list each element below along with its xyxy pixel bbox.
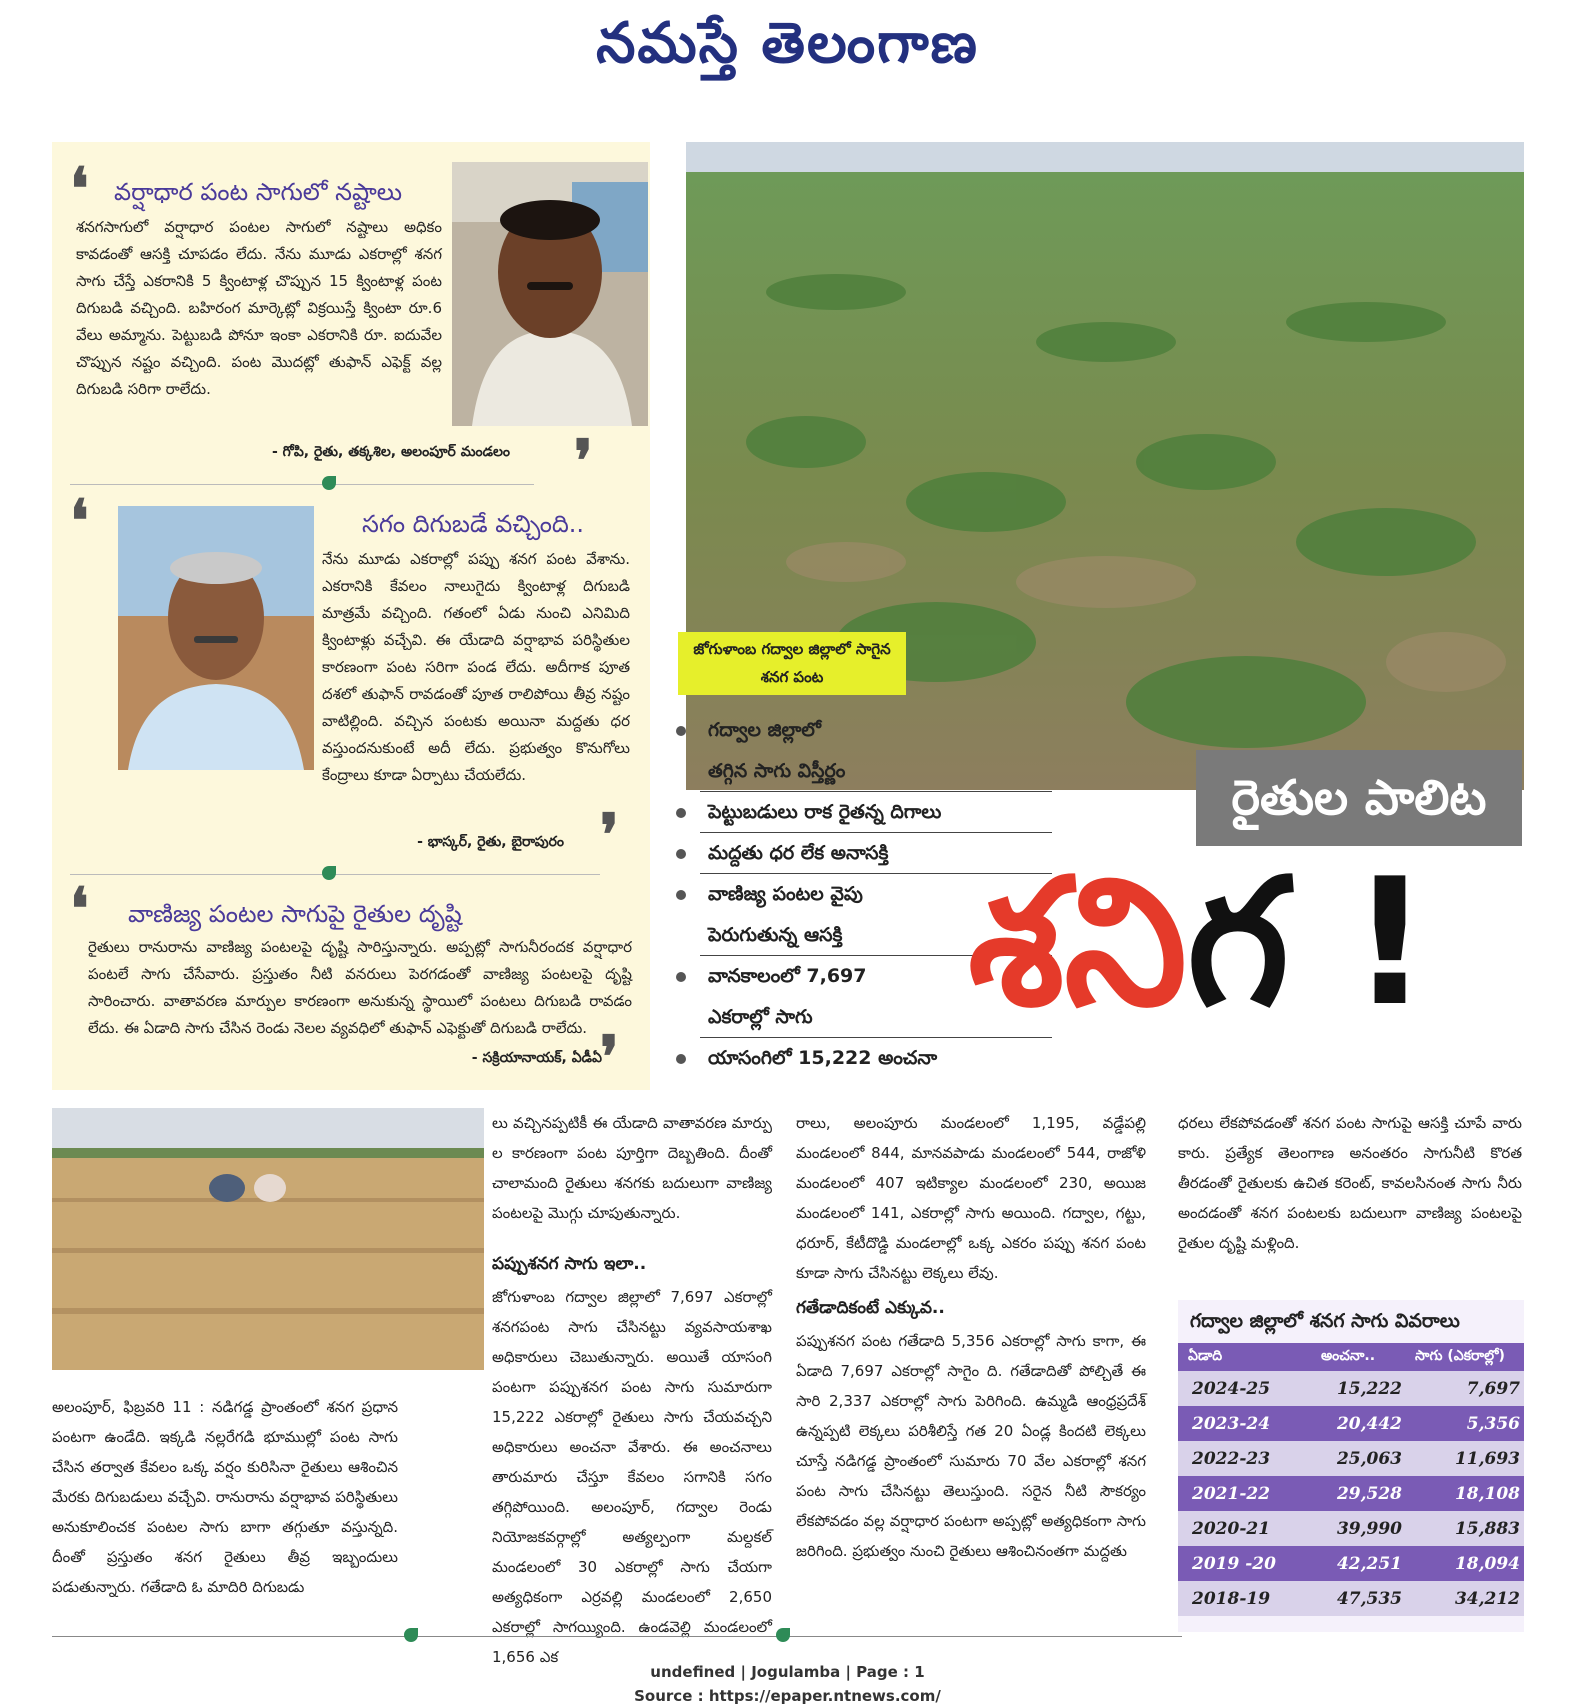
- subheading: పప్పుశనగ సాగు ఇలా..: [492, 1254, 647, 1274]
- list-item: పెరుగుతున్న ఆసక్తి: [672, 915, 1052, 956]
- list-item: తగ్గిన సాగు విస్తీర్ణం: [672, 751, 1052, 792]
- quote2-body: నేను మూడు ఎకరాల్లో పప్పు శనగ పంట వేశాను. ఎకరానికి కేవలం నాలుగైదు క్వింటాళ్ల దిగుబడి మాత్రమే వచ్చింది. గతంలో ఏడు నుంచి ఎనిమిది క్వింటాళ్లు వచ్చేవి. ఈ యేడాది వర్షాభావ పరిస్థితుల కారణంగా పంట సరిగా పండ లేదు. అదీగాక పూత దశలో తుఫాన్ రావడంతో పూత రాలిపోయి తీవ్ర నష్టం వాటిల్లింది. వచ్చిన పంటకు అయినా మద్దతు ధర వస్తుందనుకుంటే అదీ లేదు. ప్రభుత్వం కొనుగోలు కేంద్రాలు కూడా ఏర్పాటు చేయలేదు.: [322, 550, 630, 784]
- table-title: గద్వాల జిల్లాలో శనగ సాగు వివరాలు: [1190, 1310, 1460, 1332]
- table-row: 2018-19 47,535 34,212: [1178, 1581, 1524, 1616]
- open-quote-icon: ❛: [70, 875, 89, 943]
- leaf-icon: [322, 476, 336, 490]
- close-quote-icon: ❜: [600, 1023, 619, 1091]
- headline-red: శని: [968, 842, 1188, 1045]
- table-row: 2019 -20 42,251 18,094: [1178, 1546, 1524, 1581]
- quote3-heading: వాణిజ్య పంటల సాగుపై రైతుల దృష్టి: [128, 900, 462, 928]
- list-item: గద్వాల జిల్లాలో: [672, 710, 1052, 751]
- quote2-heading: సగం దిగుబడే వచ్చింది..: [362, 510, 585, 538]
- open-quote-icon: ❛: [70, 155, 89, 223]
- quote3-body: రైతులు రానురాను వాణిజ్య పంటలపై దృష్టి సారిస్తున్నారు. అప్పట్లో సాగునీరందక వర్షాధార పంటలే సాగు చేసేవారు. ప్రస్తుతం నీటి వనరులు పెరగడంతో వాణిజ్య పంటలపై దృష్టి సారించారు. వాతావరణ మార్పుల కారణంగా అనుకున్న స్థాయిలో పంటలు దిగుబడి రావడం లేదు. ఈ ఏడాది సాగు చేసిన రెండు నెలల వ్యవధిలో తుఫాన్ ఎఫెక్టుతో దిగుబడి రాలేదు.: [88, 938, 632, 1037]
- farmer2-photo: [118, 506, 314, 770]
- headline-black: గ !: [1187, 842, 1430, 1045]
- photo-caption: జోగుళాంబ గద్వాల జిల్లాలో సాగైన శనగ పంట: [678, 632, 906, 695]
- page-footer: [0, 1660, 1575, 1708]
- headline-sub: రైతుల పాలిట: [1196, 750, 1522, 846]
- quote3-attribution: - సక్రియానాయక్, ఏడీఏ: [471, 1050, 602, 1066]
- headline-main: [968, 842, 1430, 1045]
- masthead: నమస్తే తెలంగాణ: [596, 10, 979, 76]
- list-item: మద్దతు ధర లేక అనాసక్తి: [672, 833, 1052, 874]
- quote1-heading: వర్షాధార పంట సాగులో నష్టాలు: [114, 178, 403, 206]
- list-item: పెట్టుబడులు రాక రైతన్న దిగాలు: [672, 792, 1052, 833]
- table-header: ఏడాది అంచనా.. సాగు (ఎకరాల్లో): [1178, 1343, 1524, 1371]
- table-row: 2024-25 15,222 7,697: [1178, 1371, 1524, 1406]
- article-col2b: జోగుళాంబ గద్వాల జిల్లాలో 7,697 ఎకరాల్లో శనగపంట సాగు చేసినట్టు వ్యవసాయశాఖ అధికారులు చెబుతున్నారు. అయితే యాసంగి పంటగా పప్పుశనగ పంట సాగు సుమారుగా 15,222 ఎకరాల్లో రైతులు సాగు చేయవచ్చని అధికారులు అంచనా వేశారు. ఈ అంచనాలు తారుమారు చేస్తూ కేవలం సగానికి సగం తగ్గిపోయింది. అలంపూర్, గద్వాల రెండు నియోజకవర్గాల్లో అత్యల్పంగా మల్దకల్ మండలంలో 30 ఎకరాల్లో సాగు చేయగా అత్యధికంగా ఎర్రవల్లి మండలంలో 2,650 ఎకరాల్లో సాగయ్యింది. ఉండవెల్లి మండలంలో 1,656 ఎక: [492, 1288, 772, 1666]
- cultivation-table: [1178, 1300, 1524, 1632]
- leaf-icon: [322, 866, 336, 880]
- article-col2a: లు వచ్చినప్పటికీ ఈ యేడాది వాతావరణ మార్పు ల కారణంగా పంట పూర్తిగా దెబ్బతింది. దీంతో చాలామంది రైతులు శనగకు బదులుగా వాణిజ్య పంటలపై మొగ్గు చూపుతున్నారు.: [492, 1114, 772, 1222]
- article-col3b: పప్పుశనగ పంట గతేడాది 5,356 ఎకరాల్లో సాగు కాగా, ఈ ఏడాది 7,697 ఎకరాల్లో సాగైం ది. గతేడాదితో పోల్చితే ఈ సారి 2,337 ఎకరాల్లో సాగు పెరిగింది. ఉమ్మడి ఆంధ్రప్రదేశ్ ఉన్నప్పటి లెక్కలు పరిశీలిస్తే గత 20 ఏండ్ల కిందటి లెక్కలు చూస్తే నడిగడ్డ ప్రాంతంలో సుమారు 70 వేల ఎకరాల్లో శనగ పంట సాగు చేసినట్టు తెలుస్తుంది. సరైన నీటి సౌకర్యం లేకపోవడం వల్ల వర్షాధార పంటగా అప్పట్లో అత్యధికంగా సాగు జరిగింది. ప్రభుత్వం నుంచి రైతులు ఆశించినంతగా మద్దతు: [796, 1332, 1146, 1560]
- article-col4: ధరలు లేకపోవడంతో శనగ పంట సాగుపై ఆసక్తి చూపే వారు కారు. ప్రత్యేక తెలంగాణ అనంతరం సాగునీటి కొరత తీరడంతో రైతులకు ఉచిత కరెంట్, కావలసినంత సాగు నీరు అందడంతో శనగ పంటలకు బదులుగా వాణిజ్య పంటలపై రైతుల దృష్టి మళ్లింది.: [1178, 1114, 1522, 1252]
- open-quote-icon: ❛: [70, 487, 89, 555]
- article-col3a: రాలు, అలంపూరు మండలంలో 1,195, వడ్డేపల్లి మండలంలో 844, మానవపాడు మండలంలో 544, రాజోళి మండలంలో 407 ఇటిక్యాల మండలంలో 230, అయిజ మండలంలో 141, ఎకరాల్లో సాగు అయింది. గద్వాల, గట్టు, ధరూర్, కేటీదొడ్డి మండలాల్లో ఒక్క ఎకరం పప్పు శనగ పంట కూడా సాగు చేసినట్టు లెక్కలు లేవు.: [796, 1114, 1146, 1282]
- footer-source-link[interactable]: Source : https://epaper.ntnews.com/: [634, 1687, 941, 1705]
- divider: [52, 1636, 1182, 1637]
- divider: [70, 484, 534, 485]
- table-row: 2020-21 39,990 15,883: [1178, 1511, 1524, 1546]
- table-row: 2022-23 25,063 11,693: [1178, 1441, 1524, 1476]
- close-quote-icon: ❜: [574, 427, 593, 495]
- list-item: ఎకరాల్లో సాగు: [672, 997, 1052, 1038]
- leaf-icon: [776, 1628, 790, 1642]
- quote1-body: శనగసాగులో వర్షాధార పంటల సాగులో నష్టాలు అధికం కావడంతో ఆసక్తి చూపడం లేదు. నేను మూడు ఎకరాల్లో శనగ సాగు చేస్తే ఎకరానికి 5 క్వింటాళ్ల చొప్పున 15 క్వింటాళ్ల పంట దిగుబడి వచ్చింది. బహిరంగ మార్కెట్లో విక్రయిస్తే క్వింటా రూ.6 వేలు అమ్మాను. పెట్టుబడి పోనూ ఇంకా ఎకరానికి రూ. ఐదువేల చొప్పున నష్టం వచ్చింది. పంట మొదట్లో తుఫాన్ ఎఫెక్ట్ వల్ల దిగుబడి సరిగా రాలేదు.: [76, 218, 442, 398]
- harvest-photo: [52, 1108, 484, 1370]
- subheading: గతేడాదికంటే ఎక్కువ..: [796, 1298, 945, 1318]
- list-item: వానకాలంలో 7,697: [672, 956, 1052, 997]
- quote1-attribution: - గోపి, రైతు, తక్కశిల, అలంపూర్ మండలం: [271, 444, 510, 460]
- list-item: వాణిజ్య పంటల వైపు: [672, 874, 1052, 915]
- footer-line1: undefined | Jogulamba | Page : 1: [650, 1663, 925, 1681]
- table-row: 2021-22 29,528 18,108: [1178, 1476, 1524, 1511]
- list-item: యాసంగిలో 15,222 అంచనా: [672, 1038, 1052, 1079]
- close-quote-icon: ❜: [600, 801, 619, 869]
- quote2-attribution: - భాస్కర్, రైతు, బైరాపురం: [417, 834, 564, 850]
- table-row: 2023-24 20,442 5,356: [1178, 1406, 1524, 1441]
- farmer1-photo: [452, 162, 648, 426]
- article-col1: అలంపూర్, ఫిబ్రవరి 11 : నడిగడ్డ ప్రాంతంలో శనగ ప్రధాన పంటగా ఉండేది. ఇక్కడి నల్లరేగడి భూముల్లో పంట సాగు చేసిన తర్వాత కేవలం ఒక్క వర్షం కురిసినా రైతులు ఆశించిన మేరకు దిగుబడులు వచ్చేవి. రానురాను వర్షాభావ పరిస్థితులు అనుకూలించక పంటల సాగు బాగా తగ్గుతూ వస్తున్నది. దీంతో ప్రస్తుతం శనగ రైతులు తీవ్ర ఇబ్బందులు పడుతున్నారు. గతేడాది ఓ మాదిరి దిగుబడు: [52, 1398, 398, 1596]
- leaf-icon: [404, 1628, 418, 1642]
